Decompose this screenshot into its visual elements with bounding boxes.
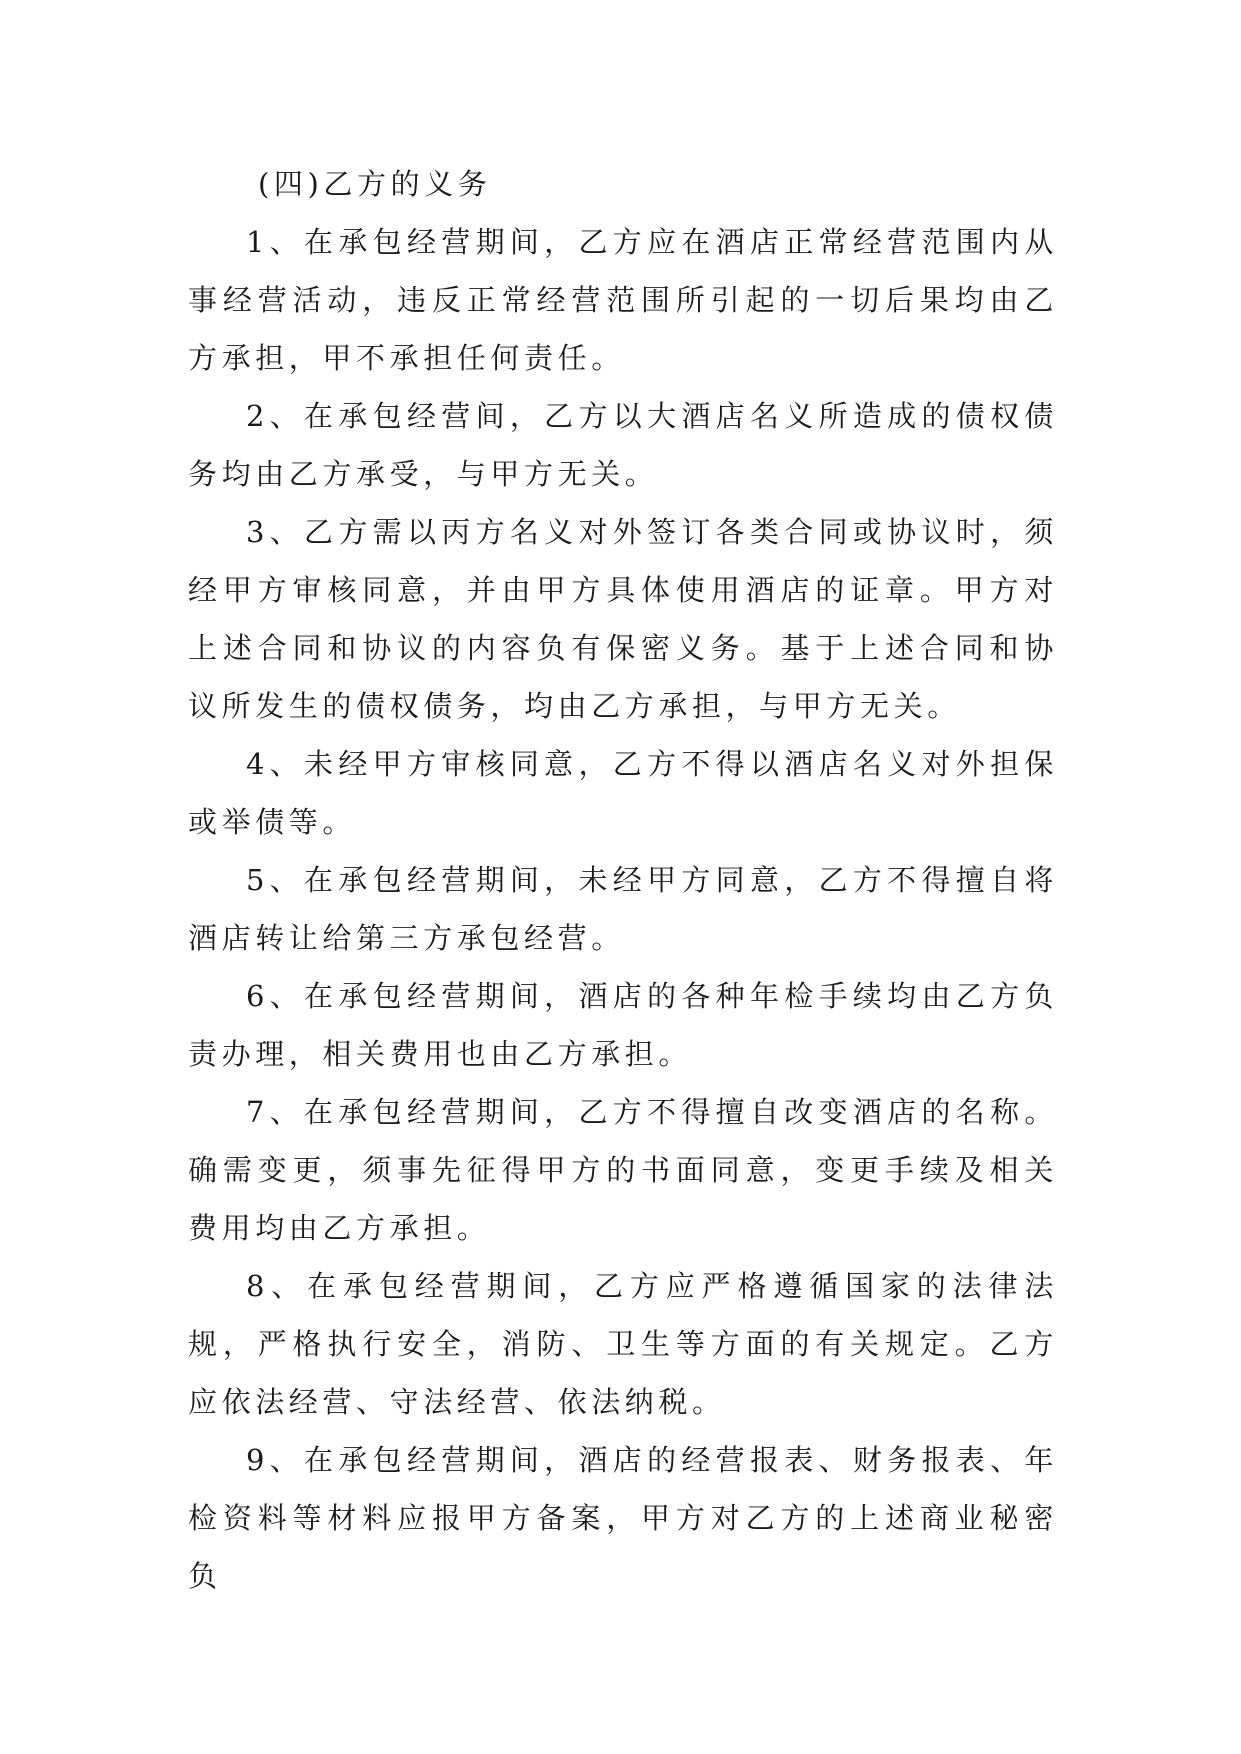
document-page <box>188 155 1058 1605</box>
paragraph-7: 7、在承包经营期间，乙方不得擅自改变酒店的名称。确需变更，须事先征得甲方的书面同意，变更手续及相关费用均由乙方承担。 <box>188 1095 1058 1245</box>
paragraph-4: 4、未经甲方审核同意，乙方不得以酒店名义对外担保或举债等。 <box>188 747 1058 839</box>
section-heading: (四)乙方的义务 <box>258 167 492 201</box>
paragraph-2: 2、在承包经营间，乙方以大酒店名义所造成的债权债务均由乙方承受，与甲方无关。 <box>188 399 1058 491</box>
paragraph-1: 1、在承包经营期间，乙方应在酒店正常经营范围内从事经营活动，违反正常经营范围所引起的一切后果均由乙方承担，甲不承担任何责任。 <box>188 225 1058 375</box>
paragraph-5: 5、在承包经营期间，未经甲方同意，乙方不得擅自将酒店转让给第三方承包经营。 <box>188 863 1058 955</box>
paragraph-3: 3、乙方需以丙方名义对外签订各类合同或协议时，须经甲方审核同意，并由甲方具体使用酒店的证章。甲方对上述合同和协议的内容负有保密义务。基于上述合同和协议所发生的债权债务，均由乙方承担，与甲方无关。 <box>188 515 1058 723</box>
paragraph-6: 6、在承包经营期间，酒店的各种年检手续均由乙方负责办理，相关费用也由乙方承担。 <box>188 979 1058 1071</box>
paragraph-8: 8、在承包经营期间，乙方应严格遵循国家的法律法规，严格执行安全，消防、卫生等方面的有关规定。乙方应依法经营、守法经营、依法纳税。 <box>188 1269 1058 1419</box>
paragraph-9: 9、在承包经营期间，酒店的经营报表、财务报表、年检资料等材料应报甲方备案，甲方对乙方的上述商业秘密负 <box>188 1443 1058 1593</box>
